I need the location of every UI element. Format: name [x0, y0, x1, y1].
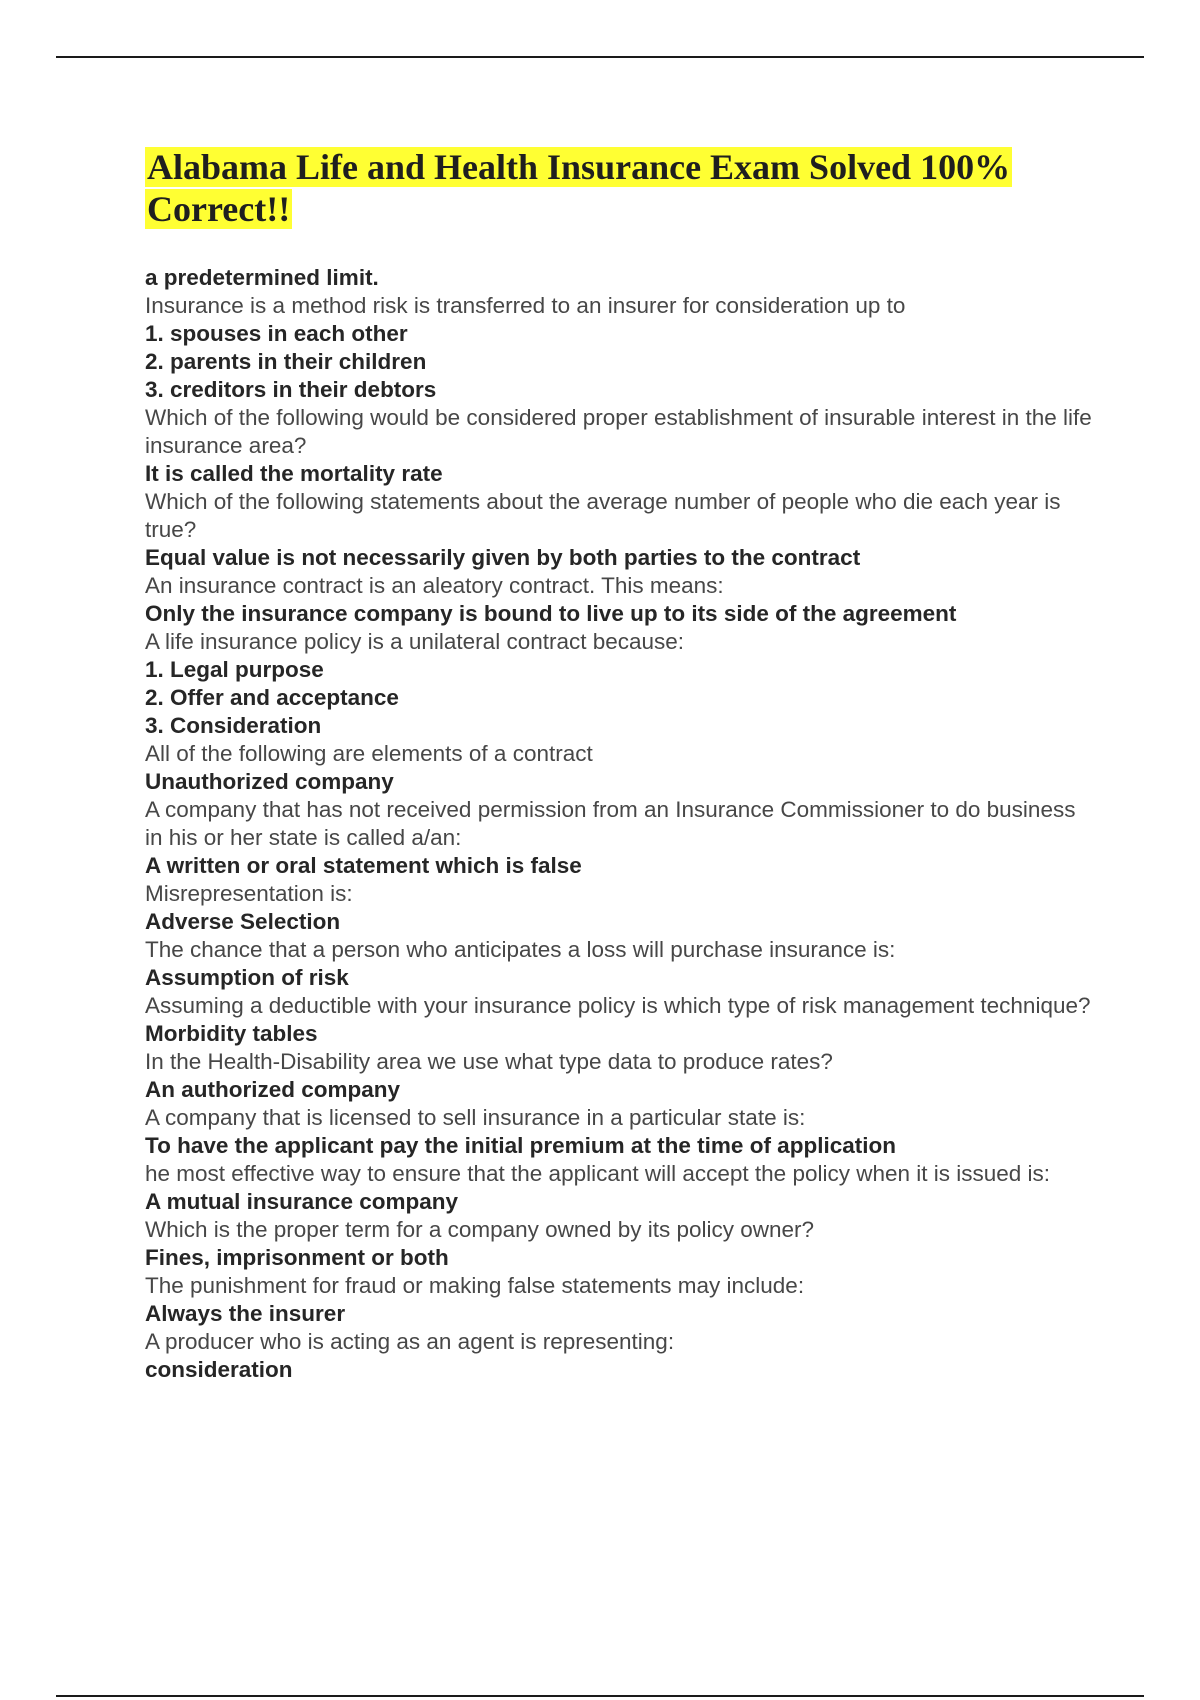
- question-line: A company that has not received permission from an Insurance Commissioner to do business in his or her state is called a/an:: [145, 797, 1076, 850]
- question-line: Insurance is a method risk is transferred to an insurer for consideration up to: [145, 293, 906, 318]
- bottom-rule: [56, 1695, 1144, 1697]
- question-line: The chance that a person who anticipates a loss will purchase insurance is:: [145, 937, 896, 962]
- qa-list: [145, 264, 1095, 1384]
- answer-line: Morbidity tables: [145, 1021, 318, 1046]
- question-line: A company that is licensed to sell insurance in a particular state is:: [145, 1105, 806, 1130]
- answer-line: Equal value is not necessarily given by both parties to the contract: [145, 545, 861, 570]
- question-line: Which is the proper term for a company owned by its policy owner?: [145, 1217, 815, 1242]
- answer-line: consideration: [145, 1357, 293, 1382]
- answer-line: 2. parents in their children: [145, 349, 427, 374]
- answer-line: Always the insurer: [145, 1301, 346, 1326]
- question-line: The punishment for fraud or making false statements may include:: [145, 1273, 805, 1298]
- answer-line: Only the insurance company is bound to live up to its side of the agreement: [145, 601, 957, 626]
- answer-line: 1. spouses in each other: [145, 321, 408, 346]
- question-line: A producer who is acting as an agent is representing:: [145, 1329, 675, 1354]
- answer-line: 1. Legal purpose: [145, 657, 324, 682]
- answer-line: a predetermined limit.: [145, 265, 379, 290]
- answer-line: 2. Offer and acceptance: [145, 685, 399, 710]
- question-line: Misrepresentation is:: [145, 881, 353, 906]
- question-line: All of the following are elements of a contract: [145, 741, 593, 766]
- document-title: [145, 146, 1095, 230]
- answer-line: A mutual insurance company: [145, 1189, 458, 1214]
- question-line: Which of the following statements about the average number of people who die each year is true?: [145, 489, 1061, 542]
- question-line: A life insurance policy is a unilateral contract because:: [145, 629, 685, 654]
- answer-line: Unauthorized company: [145, 769, 394, 794]
- answer-line: 3. Consideration: [145, 713, 322, 738]
- answer-line: An authorized company: [145, 1077, 401, 1102]
- answer-line: 3. creditors in their debtors: [145, 377, 437, 402]
- document-body: [145, 146, 1095, 1384]
- answer-line: It is called the mortality rate: [145, 461, 443, 486]
- question-line: An insurance contract is an aleatory contract. This means:: [145, 573, 724, 598]
- answer-line: Fines, imprisonment or both: [145, 1245, 449, 1270]
- answer-line: To have the applicant pay the initial premium at the time of application: [145, 1133, 896, 1158]
- question-line: Assuming a deductible with your insurance policy is which type of risk management technique?: [145, 993, 1091, 1018]
- question-line: he most effective way to ensure that the applicant will accept the policy when it is issued is:: [145, 1161, 1051, 1186]
- question-line: Which of the following would be considered proper establishment of insurable interest in the life insurance area?: [145, 405, 1092, 458]
- answer-line: Assumption of risk: [145, 965, 349, 990]
- answer-line: Adverse Selection: [145, 909, 341, 934]
- answer-line: A written or oral statement which is false: [145, 853, 582, 878]
- document-title-text: Alabama Life and Health Insurance Exam Solved 100% Correct!!: [147, 147, 1011, 229]
- question-line: In the Health-Disability area we use what type data to produce rates?: [145, 1049, 833, 1074]
- top-rule: [56, 56, 1144, 58]
